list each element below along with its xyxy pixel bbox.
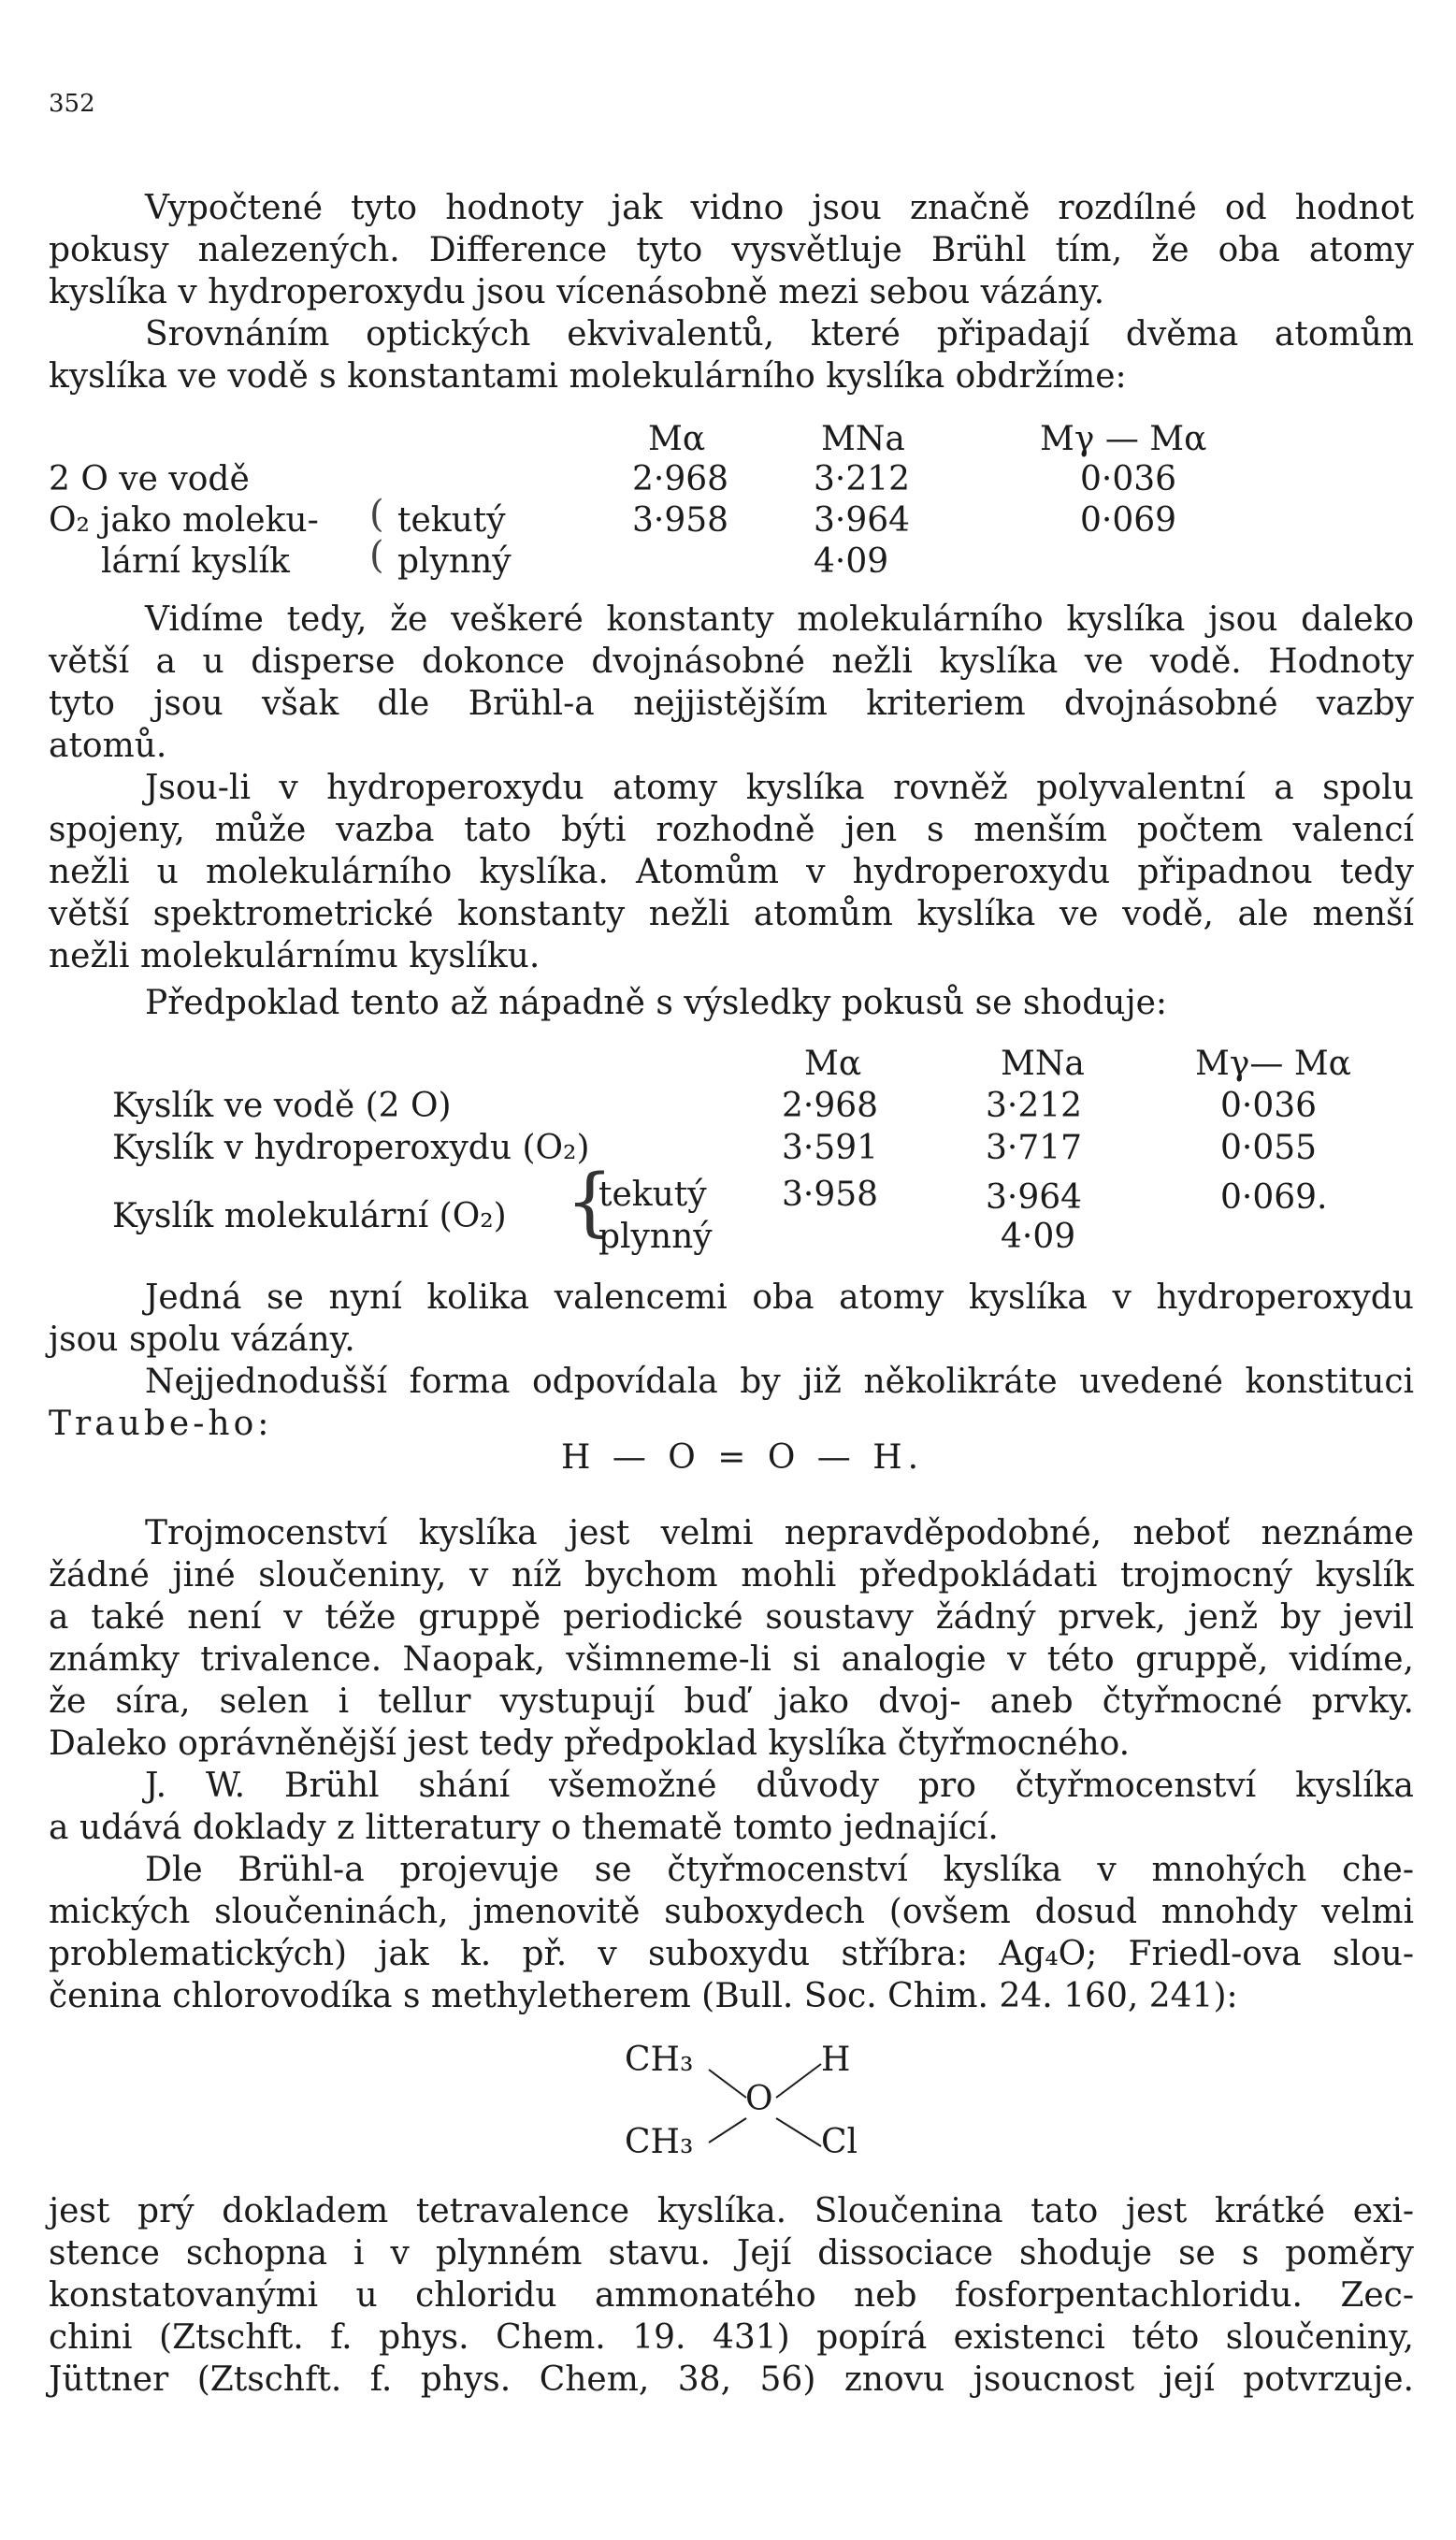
text-line: chini (Ztschft. f. phys. Chem. 19. 431) popírá existenci této sloučeniny, <box>49 2318 1414 2357</box>
text-line: kyslíka ve vodě s konstantami molekulárního kyslíka obdržíme: <box>49 357 1127 396</box>
text-line: Jedná se nyní kolika valencemi oba atomy kyslíka v hydroperoxydu <box>145 1278 1414 1317</box>
text-line: a také není v téže gruppě periodické soustavy žádný prvek, jenž by jevil <box>49 1598 1414 1637</box>
table-header: Mγ— Mα <box>1195 1045 1351 1083</box>
text-line: a udává doklady z litteratury o thematě tomto jednající. <box>49 1809 999 1847</box>
table-cell: 3·591 <box>782 1129 879 1167</box>
table-header: MNa <box>1001 1045 1085 1083</box>
table-row-sublabel: plynný <box>397 542 512 581</box>
text-line: nežli molekulárnímu kyslíku. <box>49 937 541 975</box>
table-cell: 0·036 <box>1220 1087 1318 1125</box>
text-line: Vypočtené tyto hodnoty jak vidno jsou značně rozdílné od hodnot <box>145 189 1414 227</box>
text-line: Nejjednodušší forma odpovídala by již několikráte uvedené konstituci <box>145 1363 1414 1401</box>
text-line: J. W. Brühl shání všemožné důvody pro čtyřmocenství kyslíka <box>145 1767 1414 1805</box>
table-cell: 0·069. <box>1220 1178 1328 1217</box>
table-cell: 0·055 <box>1220 1129 1318 1167</box>
text-line: problematických) jak k. př. v suboxydu stříbra: Ag₄O; Friedl-ova slou- <box>49 1935 1414 1973</box>
brace: { <box>566 1158 613 1245</box>
structure-hydrogen: H <box>821 2041 851 2079</box>
structural-formula: H — O = O — H. <box>561 1438 925 1477</box>
text-line: spojeny, může vazba tato býti rozhodně jen s menším počtem valencí <box>49 811 1414 849</box>
structure-oxygen: O <box>745 2080 773 2118</box>
table-cell: 2·968 <box>632 460 729 498</box>
table-row-label: Kyslík v hydroperoxydu (O₂) <box>112 1129 590 1167</box>
table-row-sublabel: tekutý <box>598 1176 707 1214</box>
text-line: větší a u disperse dokonce dvojnásobné nežli kyslíka ve vodě. Hodnoty <box>49 642 1414 681</box>
text-line: pokusy nalezených. Difference tyto vysvětluje Brühl tím, že oba atomy <box>49 231 1414 269</box>
table-cell: 4·09 <box>1001 1218 1076 1256</box>
table-header: Mγ — Mα <box>1040 420 1207 458</box>
text-line: Jsou-li v hydroperoxydu atomy kyslíka rovněž polyvalentní a spolu <box>145 769 1414 807</box>
text-line: mických sloučeninách, jmenovitě suboxydech (ovšem dosud mnohdy velmi <box>49 1893 1414 1931</box>
text-line: Trojmocenství kyslíka jest velmi nepravděpodobné, neboť neznáme <box>145 1514 1414 1552</box>
text-line: větší spektrometrické konstanty nežli atomům kyslíka ve vodě, ale menší <box>49 895 1414 933</box>
text-line: atomů. <box>49 727 167 765</box>
table-cell: 2·968 <box>782 1087 879 1125</box>
table-row-label: Kyslík ve vodě (2 O) <box>112 1087 452 1125</box>
table-cell: 3·958 <box>782 1176 879 1214</box>
table-row-label: O₂ jako moleku- <box>49 501 319 540</box>
table-cell: 0·036 <box>1080 460 1177 498</box>
text-line: jsou spolu vázány. <box>49 1321 355 1359</box>
text-line: žádné jiné sloučeniny, v níž bychom mohli předpokládati trojmocný kyslík <box>49 1556 1414 1595</box>
table-header: Mα <box>648 420 706 458</box>
text-line: konstatovanými u chloridu ammonatého neb fosforpentachloridu. Zec- <box>49 2276 1414 2315</box>
text-line: známky trivalence. Naopak, všimneme-li si analogie v této gruppě, vidíme, <box>49 1640 1414 1679</box>
structure-bonds <box>683 2053 888 2156</box>
text-line: nežli u molekulárního kyslíka. Atomům v hydroperoxydu připadnou tedy <box>49 853 1414 891</box>
text-line: kyslíka v hydroperoxydu jsou vícenásobně mezi sebou vázány. <box>49 273 1105 311</box>
text-line: čenina chlorovodíka s methyletherem (Bull. Soc. Chim. 24. 160, 241): <box>49 1977 1238 2015</box>
table-header: Mα <box>804 1045 862 1083</box>
text-line: Srovnáním optických ekvivalentů, které připadají dvěma atomům <box>145 315 1414 354</box>
structure-chlorine: Cl <box>821 2123 858 2161</box>
text-line: tyto jsou však dle Brühl-a nejjistějším kriteriem dvojnásobné vazby <box>49 685 1414 723</box>
text-line: jest prý dokladem tetravalence kyslíka. Sloučenina tato jest krátké exi- <box>49 2192 1414 2230</box>
text-line: Jüttner (Ztschft. f. phys. Chem, 38, 56) znovu jsoucnost její potvrzuje. <box>49 2360 1414 2399</box>
table-cell: 3·964 <box>986 1178 1083 1217</box>
table-cell: 3·717 <box>986 1129 1083 1167</box>
text-line: Traube-ho: <box>49 1405 273 1443</box>
table-header: MNa <box>821 420 905 458</box>
page-number: 352 <box>49 90 95 118</box>
structure-ch3-top: CH₃ <box>625 2041 694 2079</box>
table-row-sublabel: tekutý <box>397 501 506 540</box>
table-cell: 3·212 <box>814 460 911 498</box>
structure-ch3-bottom: CH₃ <box>625 2123 694 2161</box>
table-row-label: Kyslík molekulární (O₂) <box>112 1197 507 1235</box>
text-line: stence schopna i v plynném stavu. Její dissociace shoduje se s poměry <box>49 2234 1414 2273</box>
table-cell: 4·09 <box>814 542 889 581</box>
text-line: Vidíme tedy, že veškeré konstanty molekulárního kyslíka jsou daleko <box>145 600 1414 639</box>
table-row-sublabel: plynný <box>598 1218 713 1256</box>
text-line: Daleko oprávněnější jest tedy předpoklad kyslíka čtyřmocného. <box>49 1725 1131 1763</box>
table-cell: 3·964 <box>814 501 911 540</box>
text-line: že síra, selen i tellur vystupují buď jako dvoj- aneb čtyřmocné prvky. <box>49 1682 1414 1721</box>
table-cell: 3·212 <box>986 1087 1083 1125</box>
table-row-label: 2 O ve vodě <box>49 460 250 498</box>
page: 352 Vypočtené tyto hodnoty jak vidno jsou značně rozdílné od hodnot pokusy nalezených. Difference tyto vysvětluje Brühl tím, že oba atomy kyslíka v hydroperoxydu jsou vícenásobně mezi sebou vázány. Srovnáním optických ekvivalentů, které připadají dvěma atomům kyslíka ve vodě s konstantami molekulárního kyslíka obdržíme: Mα MNa Mγ — Mα 2 O ve vodě 2·968 3·212 0·036 O₂ jako moleku- ( tekutý 3·958 3·964 0·069 lární kyslík ( plynný 4·09 Vidíme tedy, že veškeré konstanty molekulárního kyslíka jsou daleko větší a u disperse dokonce dvojnásobné nežli kyslíka ve vodě. Hodnoty tyto jsou však dle Brühl-a nejjistějším kriteriem dvojnásobné vazby atomů. Jsou-li v hydroperoxydu atomy kyslíka rovněž polyvalentní a spolu spojeny, může vazba tato býti rozhodně jen s menším počtem valencí nežli u molekulárního kyslíka. Atomům v hydroperoxydu připadnou tedy větší spektrometrické konstanty nežli atomům kyslíka ve vodě, ale menší nežli molekulárnímu kyslíku. Předpoklad tento až nápadně s výsledky pokusů se shoduje: Mα MNa Mγ— Mα Kyslík ve vodě (2 O) 2·968 3·212 0·036 Kyslík v hydroperoxydu (O₂) 3·591 3·717 0·055 Kyslík molekulární (O₂) { tekutý plynný 3·958 3·964 4·09 0·069. Jedná se nyní kolika valencemi oba atomy kyslíka v hydroperoxydu jsou spolu vázány. Nejjednodušší forma odpovídala by již několikráte uvedené konstituci Traube-ho: H — O = O — H. Trojmocenství kyslíka jest velmi nepravděpodobné, neboť neznáme žádné jiné sloučeniny, v níž bychom mohli předpokládati trojmocný kyslík a také není v téže gruppě periodické soustavy žádný prvek, jenž by jevil známky trivalence. Naopak, všimneme-li si analogie v této gruppě, vidíme, že síra, selen i tellur vystupují buď jako dvoj- aneb čtyřmocné prvky. Daleko oprávněnější jest tedy předpoklad kyslíka čtyřmocného. J. W. Brühl shání všemožné důvody pro čtyřmocenství kyslíka a udává doklady z litteratury o thematě tomto jednající. Dle Brühl-a projevuje se čtyřmocenství kyslíka v mnohých che- mických sloučeninách, jmenovitě suboxydech (ovšem dosud mnohdy velmi problematických) jak k. př. v suboxydu stříbra: Ag₄O; Friedl-ova slou- čenina chlorovodíka s methyletherem (Bull. Soc. Chim. 24. 160, 241): CH₃ CH₃ O H Cl jest prý dokladem tetravalence kyslíka. Sloučenina tato jest krátké exi- stence schopna i v plynném stavu. Její dissociace shoduje se s poměry konstatovanými u chloridu ammonatého neb fosforpentachloridu. Zec- chini (Ztschft. f. phys. Chem. 19. 431) popírá existenci této sloučeniny, Jüttner (Ztschft. f. phys. Chem, 38, 56) znovu jsoucnost její potvrzuje. <box>49 90 1414 2399</box>
text-line: Předpoklad tento až nápadně s výsledky pokusů se shoduje: <box>145 984 1168 1022</box>
text-line: Dle Brühl-a projevuje se čtyřmocenství kyslíka v mnohých che- <box>145 1851 1414 1889</box>
table-cell: 0·069 <box>1080 501 1177 540</box>
table-row-label: lární kyslík <box>101 542 290 581</box>
table-cell: 3·958 <box>632 501 729 540</box>
